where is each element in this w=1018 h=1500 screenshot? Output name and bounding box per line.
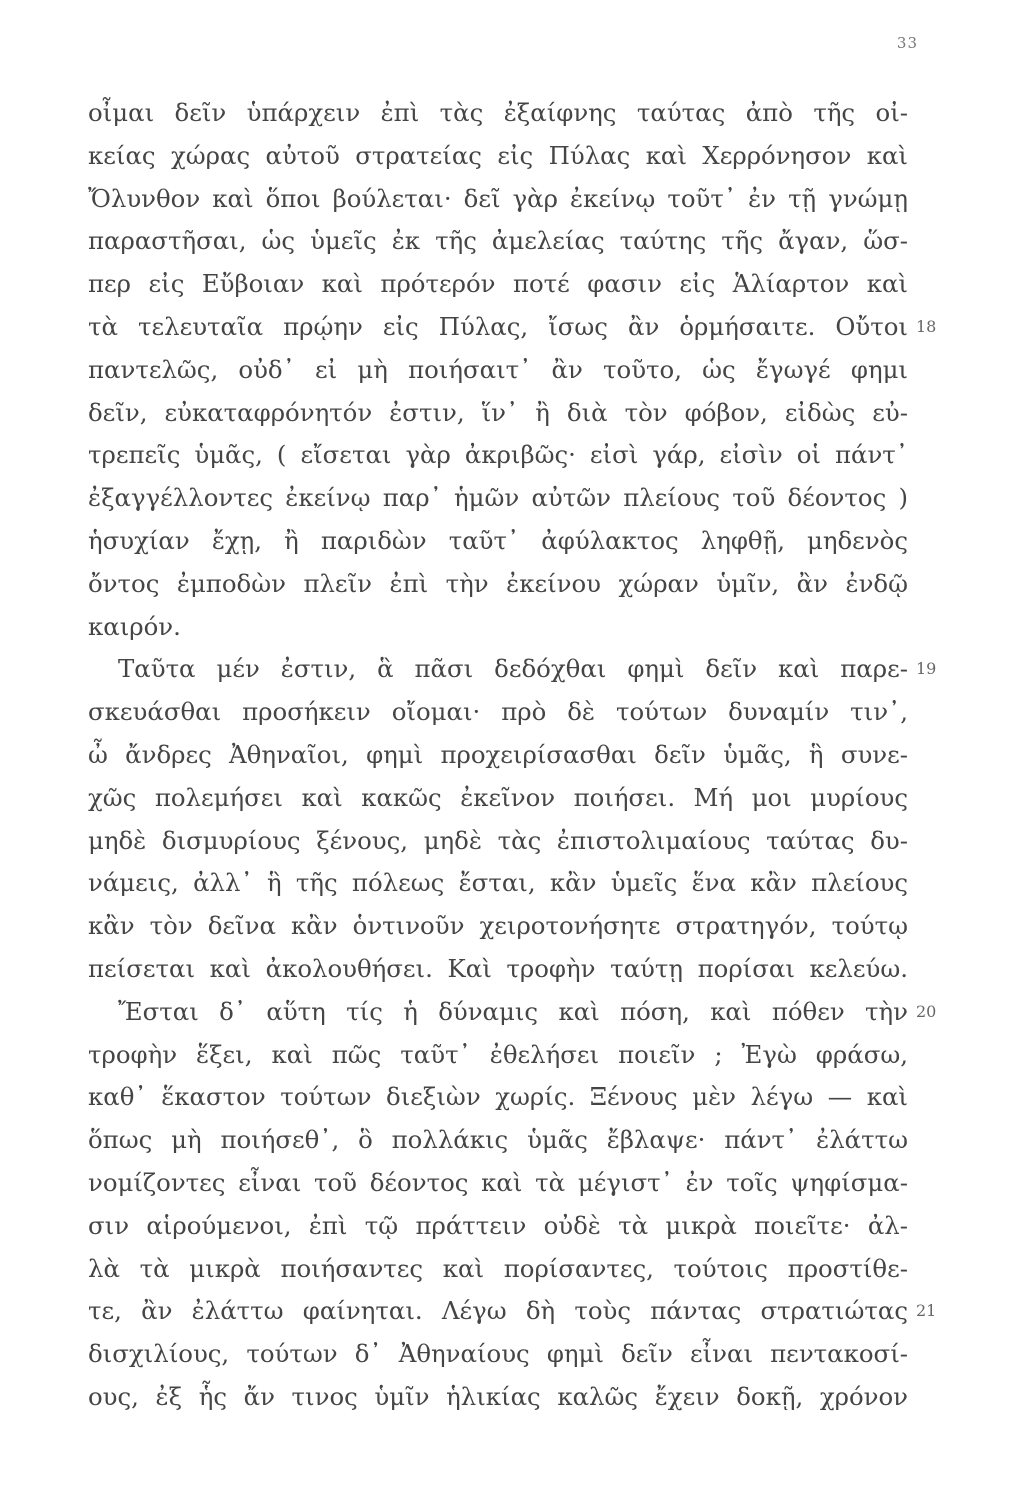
line-text: χῶς πολεμήσει καὶ κακῶς ἐκεῖνον ποιήσει. Μή μοι μυρίους bbox=[88, 782, 908, 812]
text-line bbox=[88, 178, 908, 221]
line-text: περ εἰς Εὔβοιαν καὶ πρότερόν ποτέ φασιν εἰς Ἁλίαρτον καὶ bbox=[88, 269, 908, 299]
text-line bbox=[88, 92, 908, 135]
text-line bbox=[88, 948, 908, 991]
text-line bbox=[88, 220, 908, 263]
text-line bbox=[88, 135, 908, 178]
text-line bbox=[88, 691, 908, 734]
line-text: ἡσυχίαν ἔχῃ, ἢ παριδὼν ταῦτ᾽ ἀφύλακτος ληφθῇ, μηδενὸς bbox=[88, 525, 908, 555]
text-line bbox=[88, 520, 908, 563]
section-number: 19 bbox=[916, 659, 937, 679]
text-line bbox=[88, 263, 908, 306]
line-text: σιν αἱρούμενοι, ἐπὶ τῷ πράττειν οὐδὲ τὰ μικρὰ ποιεῖτε· ἀλ- bbox=[88, 1210, 908, 1240]
line-text: ὅπως μὴ ποιήσεθ᾽, ὃ πολλάκις ὑμᾶς ἔβλαψε· πάντ᾽ ἐλάττω bbox=[88, 1125, 908, 1155]
text-line bbox=[88, 477, 908, 520]
text-line bbox=[88, 434, 908, 477]
line-text: δεῖν, εὐκαταφρόνητόν ἐστιν, ἵν᾽ ἢ διὰ τὸν φόβον, εἰδὼς εὐ- bbox=[88, 397, 908, 427]
line-text: μηδὲ δισμυρίους ξένους, μηδὲ τὰς ἐπιστολιμαίους ταύτας δυ- bbox=[88, 825, 908, 855]
text-line bbox=[88, 777, 908, 820]
line-text: ἐξαγγέλλοντες ἐκείνῳ παρ᾽ ἡμῶν αὐτῶν πλείους τοῦ δέοντος ) bbox=[88, 483, 908, 513]
line-text: παντελῶς, οὐδ᾽ εἰ μὴ ποιήσαιτ᾽ ἂν τοῦτο, ὡς ἔγωγέ φημι bbox=[88, 354, 908, 384]
line-text: λὰ τὰ μικρὰ ποιήσαντες καὶ πορίσαντες, τούτοις προστίθε- bbox=[88, 1253, 908, 1283]
line-text: καιρόν. bbox=[88, 611, 181, 641]
line-text: ους, ἐξ ἧς ἄν τινος ὑμῖν ἡλικίας καλῶς ἔχειν δοκῇ, χρόνον bbox=[88, 1381, 908, 1411]
text-line bbox=[88, 606, 908, 649]
line-text: Ἔσται δ᾽ αὕτη τίς ἡ δύναμις καὶ πόση, καὶ πόθεν τὴν bbox=[118, 996, 908, 1026]
text-line bbox=[88, 905, 908, 948]
text-line bbox=[88, 306, 937, 349]
page-number: 33 bbox=[896, 34, 918, 52]
text-line bbox=[88, 1376, 908, 1419]
section-number: 18 bbox=[916, 316, 937, 336]
line-text: πείσεται καὶ ἀκολουθήσει. Καὶ τροφὴν ταύτῃ πορίσαι κελεύω. bbox=[88, 953, 908, 983]
line-text: τε, ἂν ἐλάττω φαίνηται. Λέγω δὴ τοὺς πάντας στρατιώτας bbox=[88, 1296, 908, 1326]
line-text: τρεπεῖς ὑμᾶς, ( εἴσεται γὰρ ἀκριβῶς· εἰσὶ γάρ, εἰσὶν οἱ πάντ᾽ bbox=[88, 440, 908, 470]
text-line bbox=[88, 1119, 908, 1162]
line-text: ὄντος ἐμποδὼν πλεῖν ἐπὶ τὴν ἐκείνου χώραν ὑμῖν, ἂν ἐνδῷ bbox=[88, 568, 908, 598]
line-text: ὦ ἄνδρες Ἀθηναῖοι, φημὶ προχειρίσασθαι δεῖν ὑμᾶς, ἣ συνε- bbox=[88, 739, 908, 769]
line-text: Ταῦτα μέν ἐστιν, ἃ πᾶσι δεδόχθαι φημὶ δεῖν καὶ παρε- bbox=[118, 654, 908, 684]
line-text: νάμεις, ἀλλ᾽ ἣ τῆς πόλεως ἔσται, κἂν ὑμεῖς ἕνα κἂν πλείους bbox=[88, 868, 908, 898]
text-line bbox=[88, 1290, 937, 1333]
text-line bbox=[88, 862, 908, 905]
text-line bbox=[88, 648, 937, 691]
text-line bbox=[88, 1162, 908, 1205]
line-text: σκευάσθαι προσήκειν οἴομαι· πρὸ δὲ τούτων δυναμίν τιν᾽, bbox=[88, 697, 908, 727]
text-line bbox=[88, 563, 908, 606]
text-line bbox=[88, 1248, 908, 1291]
line-text: κείας χώρας αὐτοῦ στρατείας εἰς Πύλας καὶ Χερρόνησον καὶ bbox=[88, 140, 908, 170]
text-line bbox=[88, 1034, 908, 1077]
text-line bbox=[88, 820, 908, 863]
section-number: 20 bbox=[916, 1001, 937, 1021]
text-line bbox=[88, 1076, 908, 1119]
line-text: δισχιλίους, τούτων δ᾽ Ἀθηναίους φημὶ δεῖν εἶναι πεντακοσί- bbox=[88, 1339, 908, 1369]
text-line bbox=[88, 392, 908, 435]
text-line bbox=[88, 1205, 908, 1248]
line-text: τὰ τελευταῖα πρῴην εἰς Πύλας, ἴσως ἂν ὁρμήσαιτε. Οὔτοι bbox=[88, 311, 908, 341]
section-number: 21 bbox=[916, 1301, 937, 1321]
body-text bbox=[88, 92, 937, 1419]
line-text: παραστῆσαι, ὡς ὑμεῖς ἐκ τῆς ἀμελείας ταύτης τῆς ἄγαν, ὥσ- bbox=[88, 226, 908, 256]
text-line bbox=[88, 734, 908, 777]
line-text: κἂν τὸν δεῖνα κἂν ὁντινοῦν χειροτονήσητε στρατηγόν, τούτῳ bbox=[88, 911, 908, 941]
text-line bbox=[88, 1333, 908, 1376]
line-text: καθ᾽ ἕκαστον τούτων διεξιὼν χωρίς. Ξένους μὲν λέγω — καὶ bbox=[88, 1082, 908, 1112]
line-text: οἶμαι δεῖν ὑπάρχειν ἐπὶ τὰς ἐξαίφνης ταύτας ἀπὸ τῆς οἰ- bbox=[88, 98, 908, 127]
text-line bbox=[88, 349, 908, 392]
line-text: νομίζοντες εἶναι τοῦ δέοντος καὶ τὰ μέγιστ᾽ ἐν τοῖς ψηφίσμα- bbox=[88, 1167, 908, 1197]
line-text: τροφὴν ἕξει, καὶ πῶς ταῦτ᾽ ἐθελήσει ποιεῖν ; Ἐγὼ φράσω, bbox=[88, 1039, 908, 1069]
line-text: Ὄλυνθον καὶ ὅποι βούλεται· δεῖ γὰρ ἐκείνῳ τοῦτ᾽ ἐν τῇ γνώμῃ bbox=[88, 183, 908, 213]
text-line bbox=[88, 991, 937, 1034]
